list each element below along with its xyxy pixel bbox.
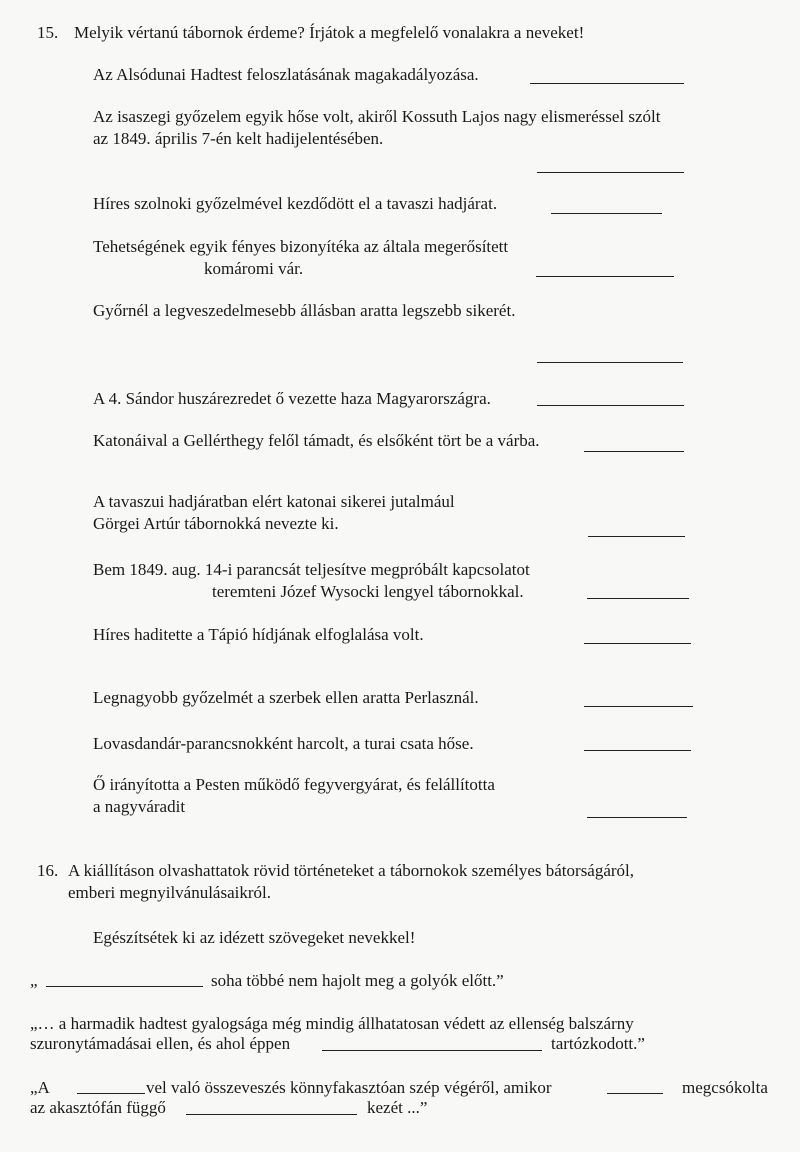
answer-line-5[interactable] [537, 362, 683, 363]
question-16-instruction: Egészítsétek ki az idézett szövegeket nevekkel! [93, 928, 416, 947]
quote-1-open-mark: „ [30, 971, 38, 990]
item-3-text: Híres szolnoki győzelmével kezdődött el a tavaszi hadjárat. [93, 194, 498, 213]
quote-2-line2-after: tartózkodott.” [551, 1034, 645, 1053]
item-9-text-line2: teremteni Józef Wysocki lengyel tábornokkal. [212, 582, 524, 601]
item-11-text: Legnagyobb győzelmét a szerbek ellen aratta Perlasznál. [93, 688, 479, 707]
answer-line-12[interactable] [584, 750, 691, 751]
quote-2-line2-before: szuronytámadásai ellen, és ahol éppen [30, 1034, 291, 1053]
answer-line-10[interactable] [584, 643, 691, 644]
quote-3-blank-1[interactable] [77, 1093, 145, 1094]
answer-line-13[interactable] [587, 817, 687, 818]
item-13-text-line1: Ő irányította a Pesten működő fegyvergyárat, és felállította [93, 775, 495, 794]
item-6-text: A 4. Sándor huszárezredet ő vezette haza Magyarországra. [93, 389, 491, 408]
answer-line-1[interactable] [530, 83, 684, 84]
answer-line-3[interactable] [551, 213, 662, 214]
quote-3-line2-before: az akasztófán függő [30, 1098, 166, 1117]
answer-line-4[interactable] [536, 276, 674, 277]
item-5-text: Győrnél a legveszedelmesebb állásban aratta legszebb sikerét. [93, 301, 516, 320]
item-4-text-line2: komáromi vár. [204, 259, 304, 278]
quote-1-text: soha többé nem hajolt meg a golyók előtt.” [211, 971, 504, 990]
item-2-text-line2: az 1849. április 7-én kelt hadijelentésében. [93, 129, 384, 148]
item-8-text-line2: Görgei Artúr tábornokká nevezte ki. [93, 514, 339, 533]
answer-line-8[interactable] [588, 536, 685, 537]
answer-line-9[interactable] [587, 598, 689, 599]
item-12-text: Lovasdandár-parancsnokként harcolt, a turai csata hőse. [93, 734, 474, 753]
quote-3-line2-after: kezét ...” [367, 1098, 428, 1117]
quote-2-blank[interactable] [322, 1050, 542, 1051]
item-1-text: Az Alsódunai Hadtest feloszlatásának magakadályozása. [93, 65, 479, 84]
question-16-number: 16. [37, 861, 59, 880]
answer-line-6[interactable] [537, 405, 684, 406]
quote-3-blank-2[interactable] [607, 1093, 663, 1094]
answer-line-11[interactable] [584, 706, 693, 707]
question-15-prompt: Melyik vértanú tábornok érdeme? Írjátok a megfelelő vonalakra a neveket! [74, 23, 585, 42]
quote-1-blank[interactable] [46, 986, 203, 987]
quote-3-blank-3[interactable] [186, 1114, 357, 1115]
item-9-text-line1: Bem 1849. aug. 14-i parancsát teljesítve megpróbált kapcsolatot [93, 560, 530, 579]
item-7-text: Katonáival a Gellérthegy felől támadt, és elsőként tört be a várba. [93, 431, 540, 450]
quote-3-open: „A [30, 1078, 50, 1097]
answer-line-7[interactable] [584, 451, 684, 452]
item-4-text-line1: Tehetségének egyik fényes bizonyítéka az általa megerősített [93, 237, 509, 256]
answer-line-2[interactable] [537, 172, 684, 173]
quote-3-segment-2: megcsókolta [682, 1078, 768, 1097]
item-2-text-line1: Az isaszegi győzelem egyik hőse volt, akiről Kossuth Lajos nagy elismeréssel szólt [93, 107, 661, 126]
item-8-text-line1: A tavaszui hadjáratban elért katonai sikerei jutalmául [93, 492, 455, 511]
quote-3-segment-1: vel való összeveszés könnyfakasztóan szép végéről, amikor [146, 1078, 552, 1097]
question-15-number: 15. [37, 23, 59, 42]
quote-2-line1: „… a harmadik hadtest gyalogsága még mindig állhatatosan védett az ellenség balszárny [30, 1014, 634, 1033]
question-16-prompt-line1: A kiállításon olvashattatok rövid történeteket a tábornokok személyes bátorságáról, [68, 861, 635, 880]
question-16-prompt-line2: emberi megnyilvánulásaikról. [68, 883, 271, 902]
item-10-text: Híres haditette a Tápió hídjának elfoglalása volt. [93, 625, 424, 644]
item-13-text-line2: a nagyváradit [93, 797, 186, 816]
